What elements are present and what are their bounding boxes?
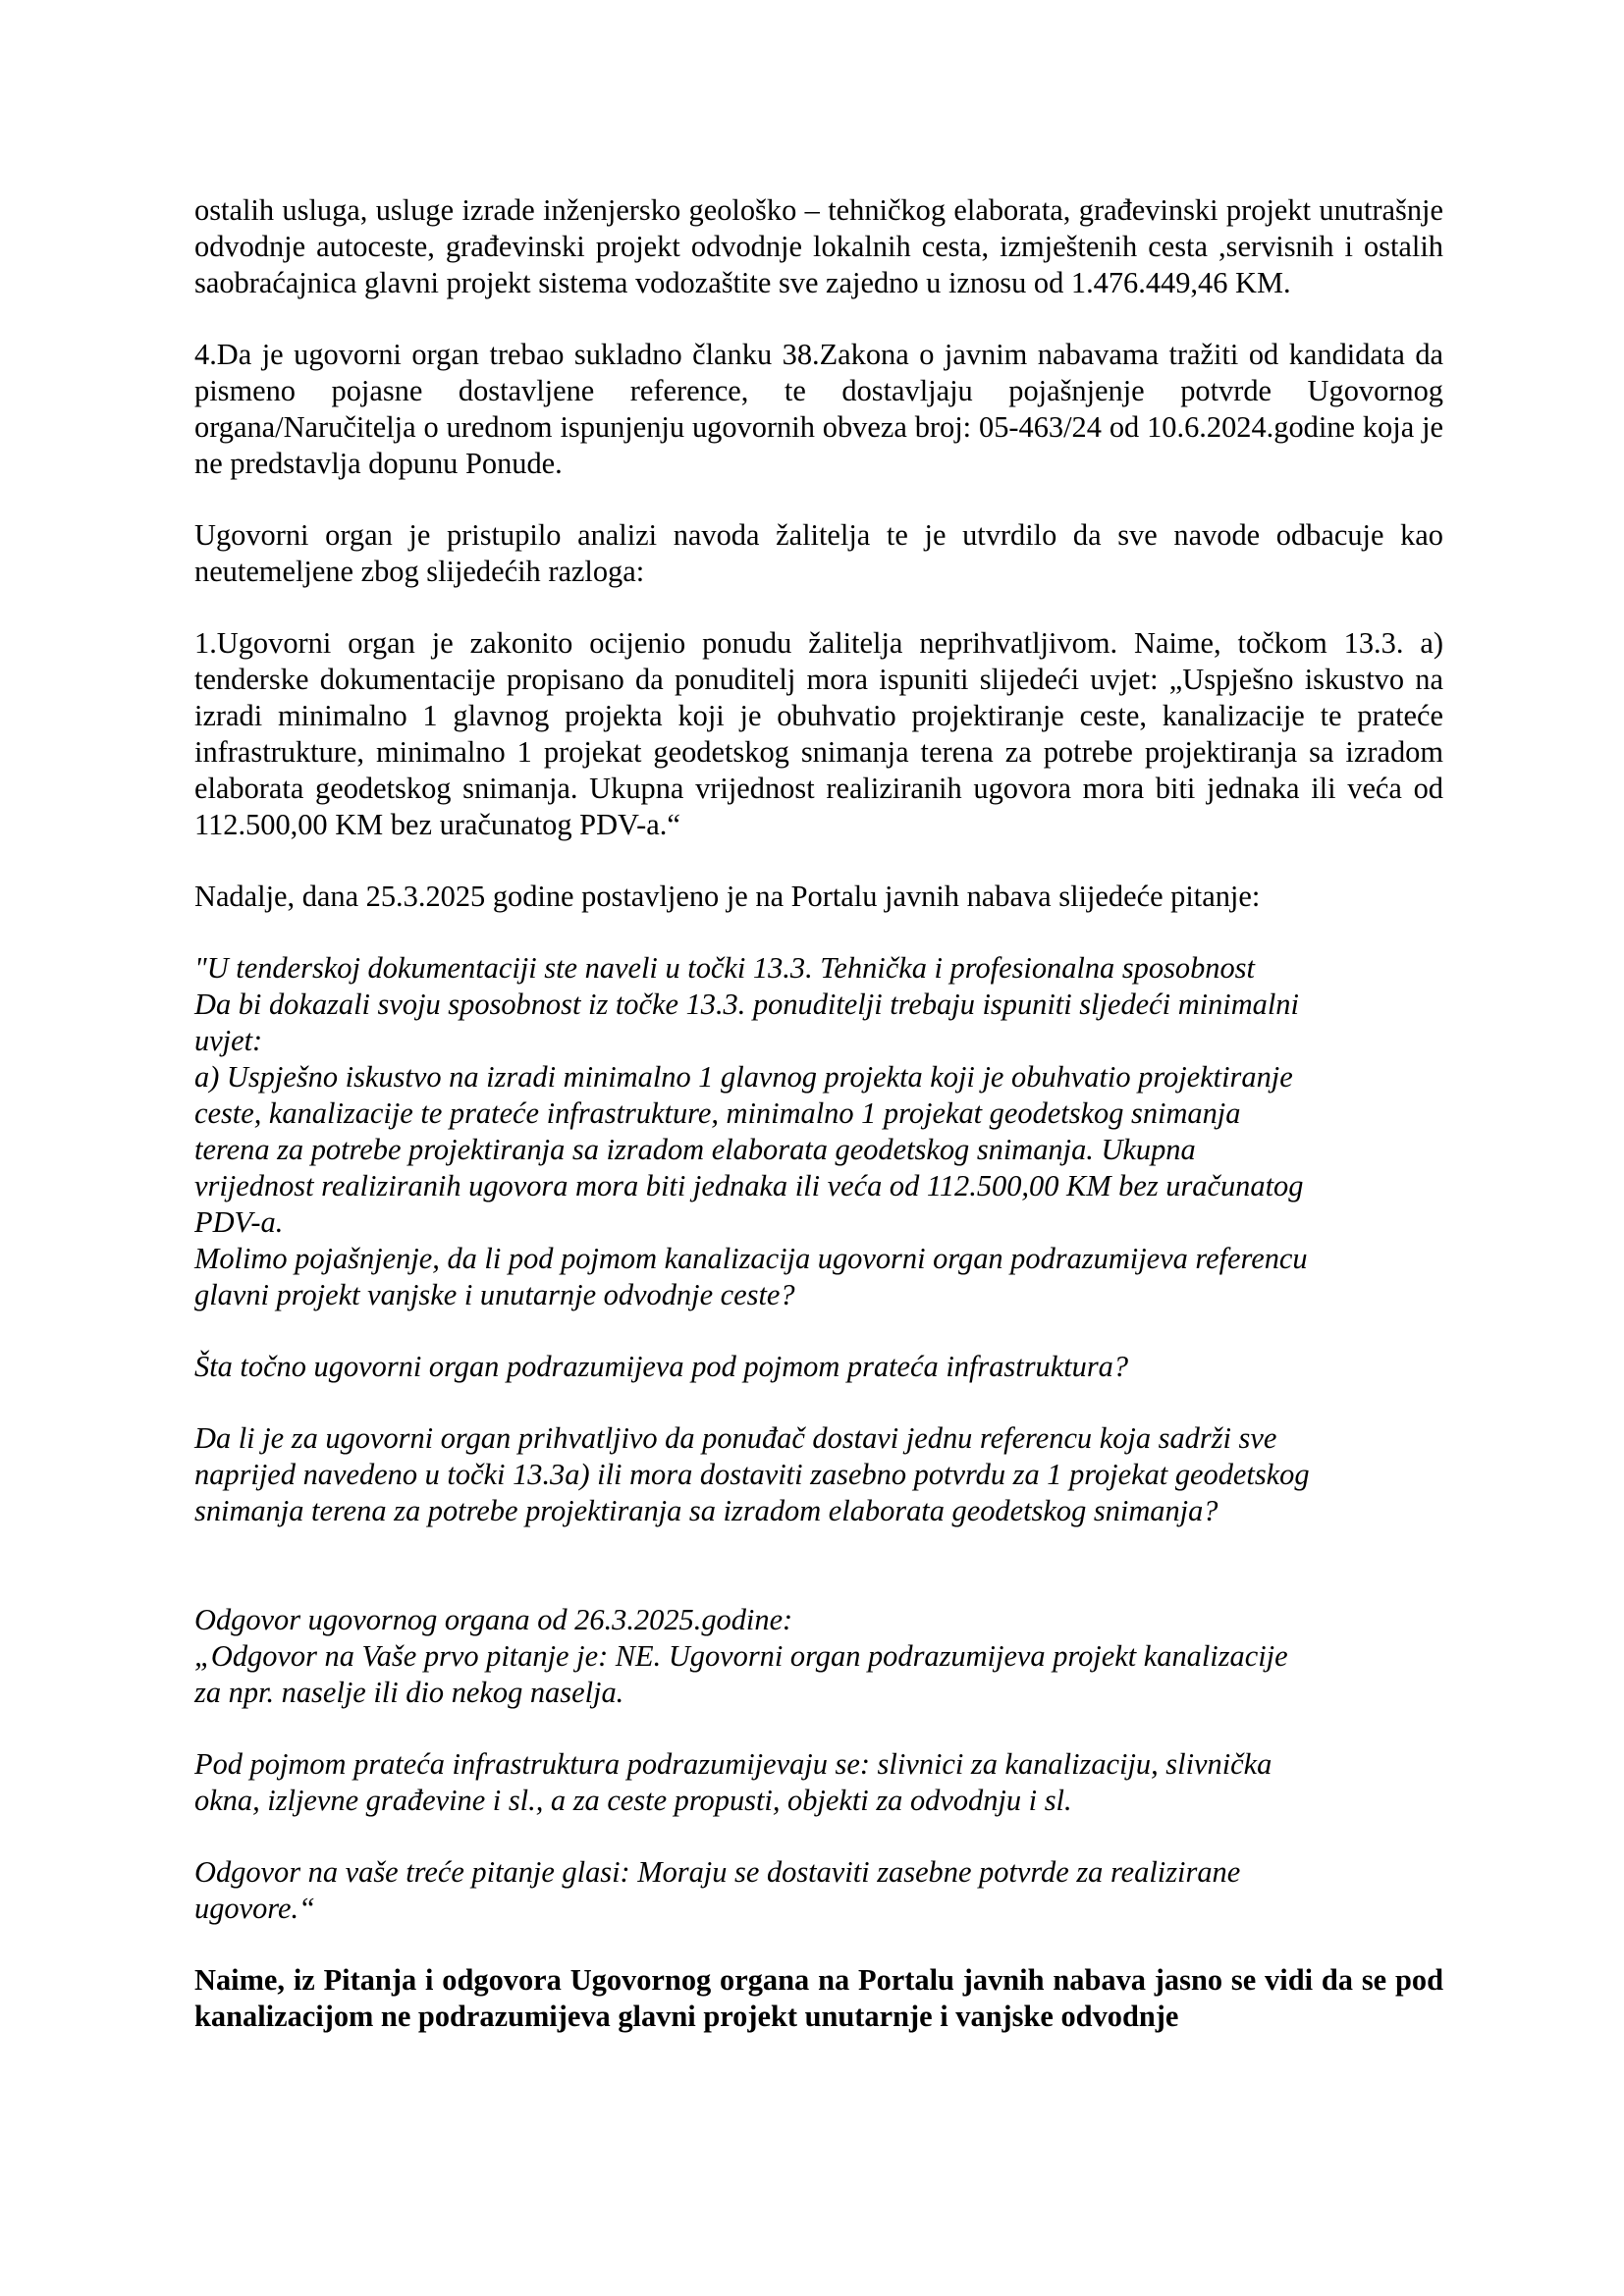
- answer-block-1: [194, 1602, 1443, 1711]
- quoted-question-line: Da bi dokazali svoju sposobnost iz točke 13.3. ponuditelji trebaju ispuniti sljedeći minimalni: [194, 988, 1299, 1021]
- paragraph-point-1: 1.Ugovorni organ je zakonito ocijenio ponudu žalitelja neprihvatljivom. Naime, točkom 13.3. a) tenderske dokumentacije propisano da ponuditelj mora ispuniti slijedeći uvjet: „Uspješno iskustvo na izradi minimalno 1 glavnog projekta koji je obuhvatio projektiranje ceste, kanalizacije te prateće infrastrukture, minimalno 1 projekat geodetskog snimanja terena za potrebe projektiranja sa izradom elaborata geodetskog snimanja. Ukupna vrijednost realiziranih ugovora mora biti jednaka ili veća od 112.500,00 KM bez uračunatog PDV-a.“: [194, 626, 1443, 841]
- quoted-question-line: a) Uspješno iskustvo na izradi minimalno 1 glavnog projekta koji je obuhvatio projektiranje: [194, 1060, 1293, 1094]
- quoted-question-block: [194, 950, 1443, 1313]
- quoted-question-line: "U tenderskoj dokumentaciji ste naveli u točki 13.3. Tehnička i profesionalna sposobnost: [194, 951, 1255, 985]
- quoted-question-line: snimanja terena za potrebe projektiranja sa izradom elaborata geodetskog snimanja?: [194, 1494, 1218, 1527]
- quoted-question-2: [194, 1349, 1443, 1385]
- quoted-question-line: Da li je za ugovorni organ prihvatljivo da ponuđač dostavi jednu referencu koja sadrži sve: [194, 1421, 1277, 1455]
- quoted-question-3: [194, 1420, 1443, 1529]
- quoted-question-line: ceste, kanalizacije te prateće infrastrukture, minimalno 1 projekat geodetskog snimanja: [194, 1096, 1241, 1130]
- answer-line: ugovore.“: [194, 1892, 315, 1925]
- quoted-question-line: uvjet:: [194, 1024, 263, 1057]
- paragraph-portal-question-intro: Nadalje, dana 25.3.2025 godine postavljeno je na Portalu javnih nabava slijedeće pitanje:: [194, 880, 1261, 913]
- answer-line: Odgovor na vaše treće pitanje glasi: Moraju se dostaviti zasebne potvrde za realizirane: [194, 1855, 1241, 1889]
- answer-line: Odgovor ugovornog organa od 26.3.2025.godine:: [194, 1603, 793, 1636]
- quoted-question-line: naprijed navedeno u točki 13.3a) ili mora dostaviti zasebno potvrdu za 1 projekat geodetskog: [194, 1458, 1310, 1491]
- quoted-question-line: vrijednost realiziranih ugovora mora biti jednaka ili veća od 112.500,00 KM bez uračunatog: [194, 1169, 1304, 1202]
- paragraph-point-4: 4.Da je ugovorni organ trebao sukladno članku 38.Zakona o javnim nabavama tražiti od kandidata da pismeno pojasne dostavljene reference, te dostavljaju pojašnjenje potvrde Ugovornog organa/Naručitelja o urednom ispunjenju ugovornih obveza broj: 05-463/24 od 10.6.2024.godine koja je ne predstavlja dopunu Ponude.: [194, 338, 1443, 480]
- answer-block-3: [194, 1854, 1443, 1927]
- document-page: [194, 192, 1443, 2070]
- quoted-question-line: glavni projekt vanjske i unutarnje odvodnje ceste?: [194, 1278, 795, 1311]
- answer-line: „Odgovor na Vaše prvo pitanje je: NE. Ugovorni organ podrazumijeva projekt kanalizacije: [194, 1639, 1288, 1673]
- bold-conclusion-paragraph: Naime, iz Pitanja i odgovora Ugovornog organa na Portalu javnih nabava jasno se vidi da se pod kanalizacijom ne podrazumijeva glavni projekt unutarnje i vanjske odvodnje: [194, 1963, 1443, 2033]
- answer-block-2: [194, 1746, 1443, 1819]
- quoted-question-line: Šta točno ugovorni organ podrazumijeva pod pojmom prateća infrastruktura?: [194, 1350, 1129, 1383]
- answer-line: za npr. naselje ili dio nekog naselja.: [194, 1676, 624, 1709]
- answer-line: okna, izljevne građevine i sl., a za ceste propusti, objekti za odvodnju i sl.: [194, 1784, 1072, 1817]
- quoted-question-line: PDV-a.: [194, 1205, 284, 1239]
- paragraph-services-summary: ostalih usluga, usluge izrade inženjersko geološko – tehničkog elaborata, građevinski projekt unutrašnje odvodnje autoceste, građevinski projekt odvodnje lokalnih cesta, izmještenih cesta ,servisnih i ostalih saobraćajnica glavni projekt sistema vodozaštite sve zajedno u iznosu od 1.476.449,46 KM.: [194, 193, 1443, 299]
- quoted-question-line: Molimo pojašnjenje, da li pod pojmom kanalizacija ugovorni organ podrazumijeva referencu: [194, 1242, 1308, 1275]
- quoted-question-line: terena za potrebe projektiranja sa izradom elaborata geodetskog snimanja. Ukupna: [194, 1133, 1196, 1166]
- paragraph-analysis-intro: Ugovorni organ je pristupilo analizi navoda žalitelja te je utvrdilo da sve navode odbacuje kao neutemeljene zbog slijedećih razloga:: [194, 518, 1443, 588]
- answer-line: Pod pojmom prateća infrastruktura podrazumijevaju se: slivnici za kanalizaciju, slivnička: [194, 1747, 1272, 1781]
